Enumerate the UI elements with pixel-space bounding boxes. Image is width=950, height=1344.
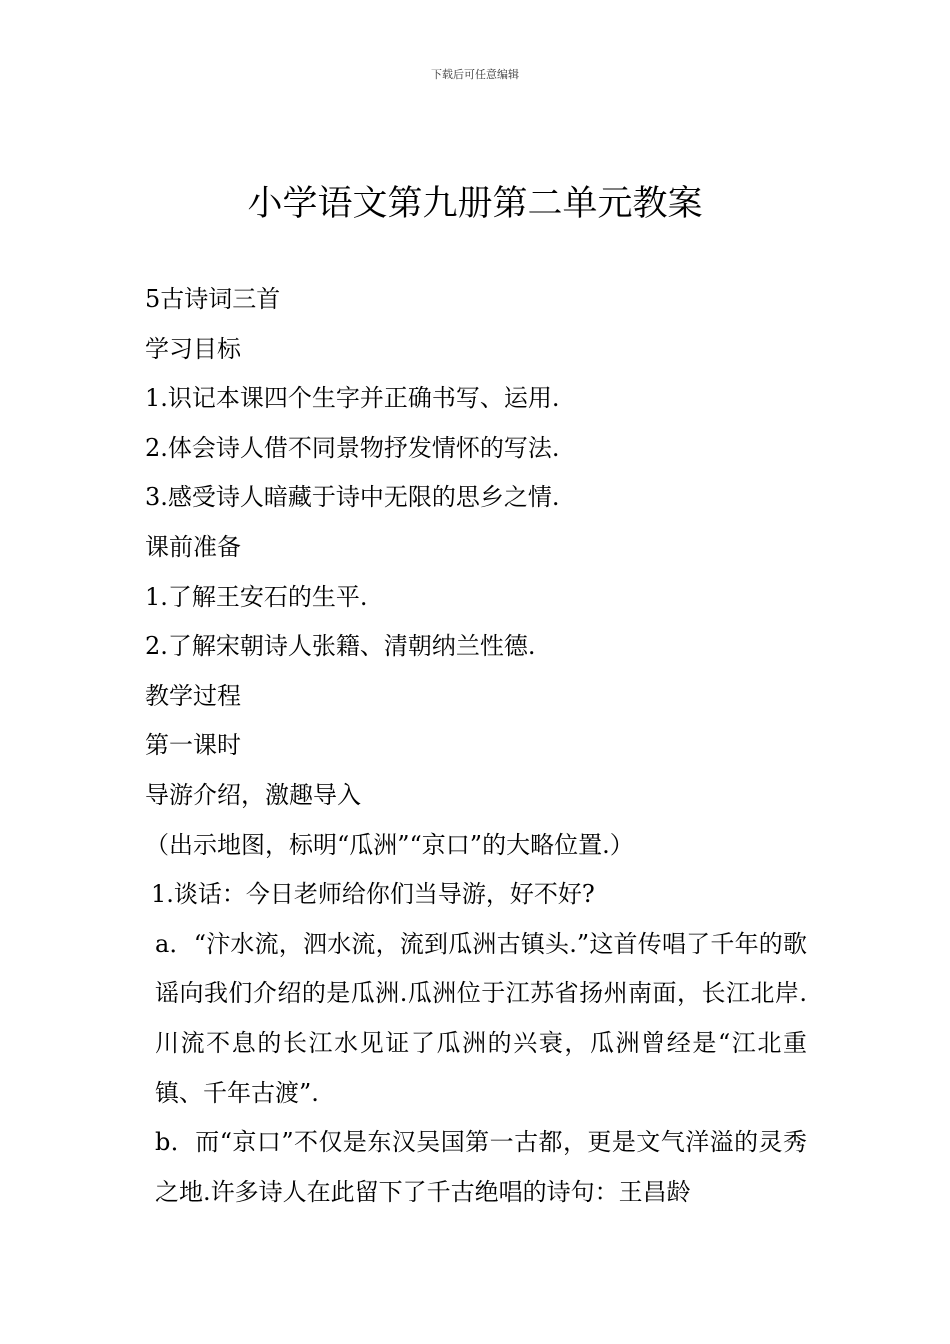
goal-item: 3.感受诗人暗藏于诗中无限的思乡之情. <box>145 483 560 512</box>
goal-item: 1.识记本课四个生字并正确书写、运用. <box>145 384 560 413</box>
paragraph-b: b．而“京口”不仅是东汉吴国第一古都，更是文气洋溢的灵秀之地.许多诗人在此留下了千古绝唱的诗句：王昌龄 <box>155 1128 807 1206</box>
prep-item: 2.了解宋朝诗人张籍、清朝纳兰性德. <box>145 632 536 661</box>
prep-item: 1.了解王安石的生平. <box>145 582 368 611</box>
period-heading: 第一课时 <box>145 731 241 760</box>
map-note: （出示地图，标明“瓜洲”“京口”的大略位置.） <box>145 830 634 859</box>
goals-heading: 学习目标 <box>145 334 241 363</box>
talk-line: 1.谈话：今日老师给你们当导游，好不好? <box>151 880 595 909</box>
document-title: 小学语文第九册第二单元教案 <box>247 184 703 224</box>
prep-heading: 课前准备 <box>145 532 241 561</box>
process-heading: 教学过程 <box>145 681 241 710</box>
document-body <box>145 275 807 1217</box>
header-note: 下载后可任意编辑 <box>431 68 519 81</box>
lesson-heading: 5古诗词三首 <box>145 285 281 313</box>
paragraph-a: a．“汴水流，泗水流，流到瓜洲古镇头.”这首传唱了千年的歌谣向我们介绍的是瓜洲.瓜洲位于江苏省扬州南面，长江北岸.川流不息的长江水见证了瓜洲的兴衰，瓜洲曾经是“江北重镇、千年古渡”. <box>155 929 807 1107</box>
goal-item: 2.体会诗人借不同景物抒发情怀的写法. <box>145 433 560 462</box>
section-heading: 导游介绍，激趣导入 <box>145 780 361 809</box>
